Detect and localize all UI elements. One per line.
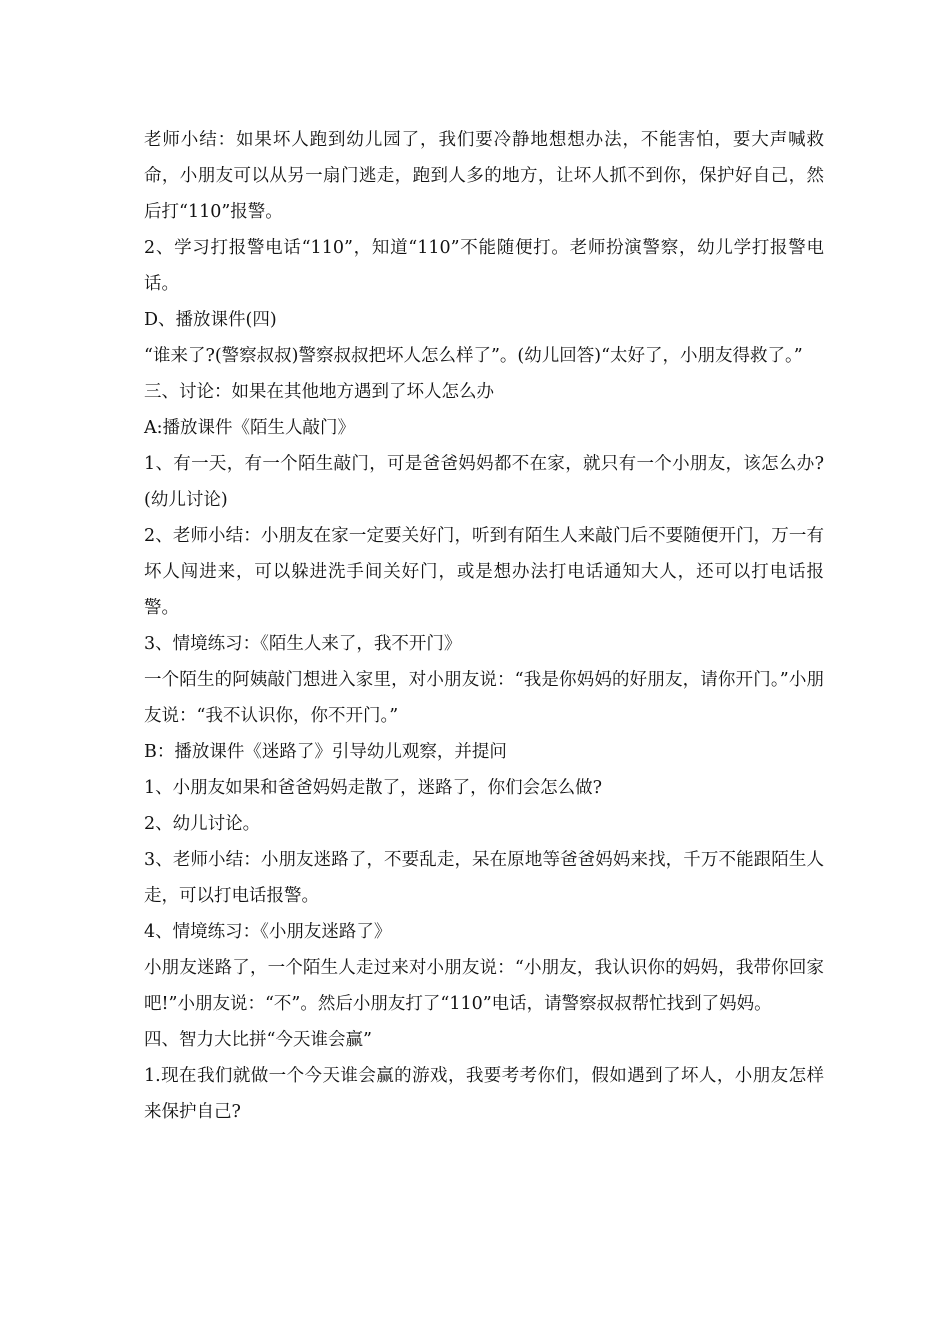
paragraph: 3、老师小结：小朋友迷路了，不要乱走，呆在原地等爸爸妈妈来找，千万不能跟陌生人走，可以打电话报警。 [144,850,824,906]
paragraph: A:播放课件《陌生人敲门》 [144,418,356,438]
section-heading: 四、智力大比拼“今天谁会赢” [144,1030,372,1050]
paragraph: 2、幼儿讨论。 [144,814,261,834]
paragraph: 4、情境练习：《小朋友迷路了》 [144,922,392,942]
paragraph: 2、老师小结：小朋友在家一定要关好门，听到有陌生人来敲门后不要随便开门，万一有坏人闯进来，可以躲进洗手间关好门，或是想办法打电话通知大人，还可以打电话报警。 [144,526,824,618]
section-heading: 三、讨论：如果在其他地方遇到了坏人怎么办 [144,382,494,402]
paragraph: 3、情境练习：《陌生人来了，我不开门》 [144,634,462,654]
paragraph: 1、小朋友如果和爸爸妈妈走散了，迷路了，你们会怎么做? [144,778,603,798]
paragraph: “谁来了?(警察叔叔)警察叔叔把坏人怎么样了”。(幼儿回答)“太好了，小朋友得救了。” [144,346,803,366]
paragraph: 老师小结：如果坏人跑到幼儿园了，我们要冷静地想想办法，不能害怕，要大声喊救命，小朋友可以从另一扇门逃走，跑到人多的地方，让坏人抓不到你，保护好自己，然后打“110”报警。 [144,130,824,222]
paragraph: D、播放课件(四) [144,310,277,330]
paragraph: 小朋友迷路了，一个陌生人走过来对小朋友说：“小朋友，我认识你的妈妈，我带你回家吧!”小朋友说：“不”。然后小朋友打了“110”电话，请警察叔叔帮忙找到了妈妈。 [144,958,824,1014]
paragraph: 2、学习打报警电话“110”，知道“110”不能随便打。老师扮演警察，幼儿学打报警电话。 [144,238,824,294]
paragraph: B：播放课件《迷路了》引导幼儿观察，并提问 [144,742,507,762]
document-body [144,122,824,1130]
paragraph: 1、有一天，有一个陌生敲门，可是爸爸妈妈都不在家，就只有一个小朋友，该怎么办?(幼儿讨论) [144,454,824,510]
paragraph: 一个陌生的阿姨敲门想进入家里，对小朋友说：“我是你妈妈的好朋友，请你开门。”小朋友说：“我不认识你，你不开门。” [144,670,824,726]
paragraph: 1.现在我们就做一个今天谁会赢的游戏，我要考考你们，假如遇到了坏人，小朋友怎样来保护自己? [144,1066,824,1122]
